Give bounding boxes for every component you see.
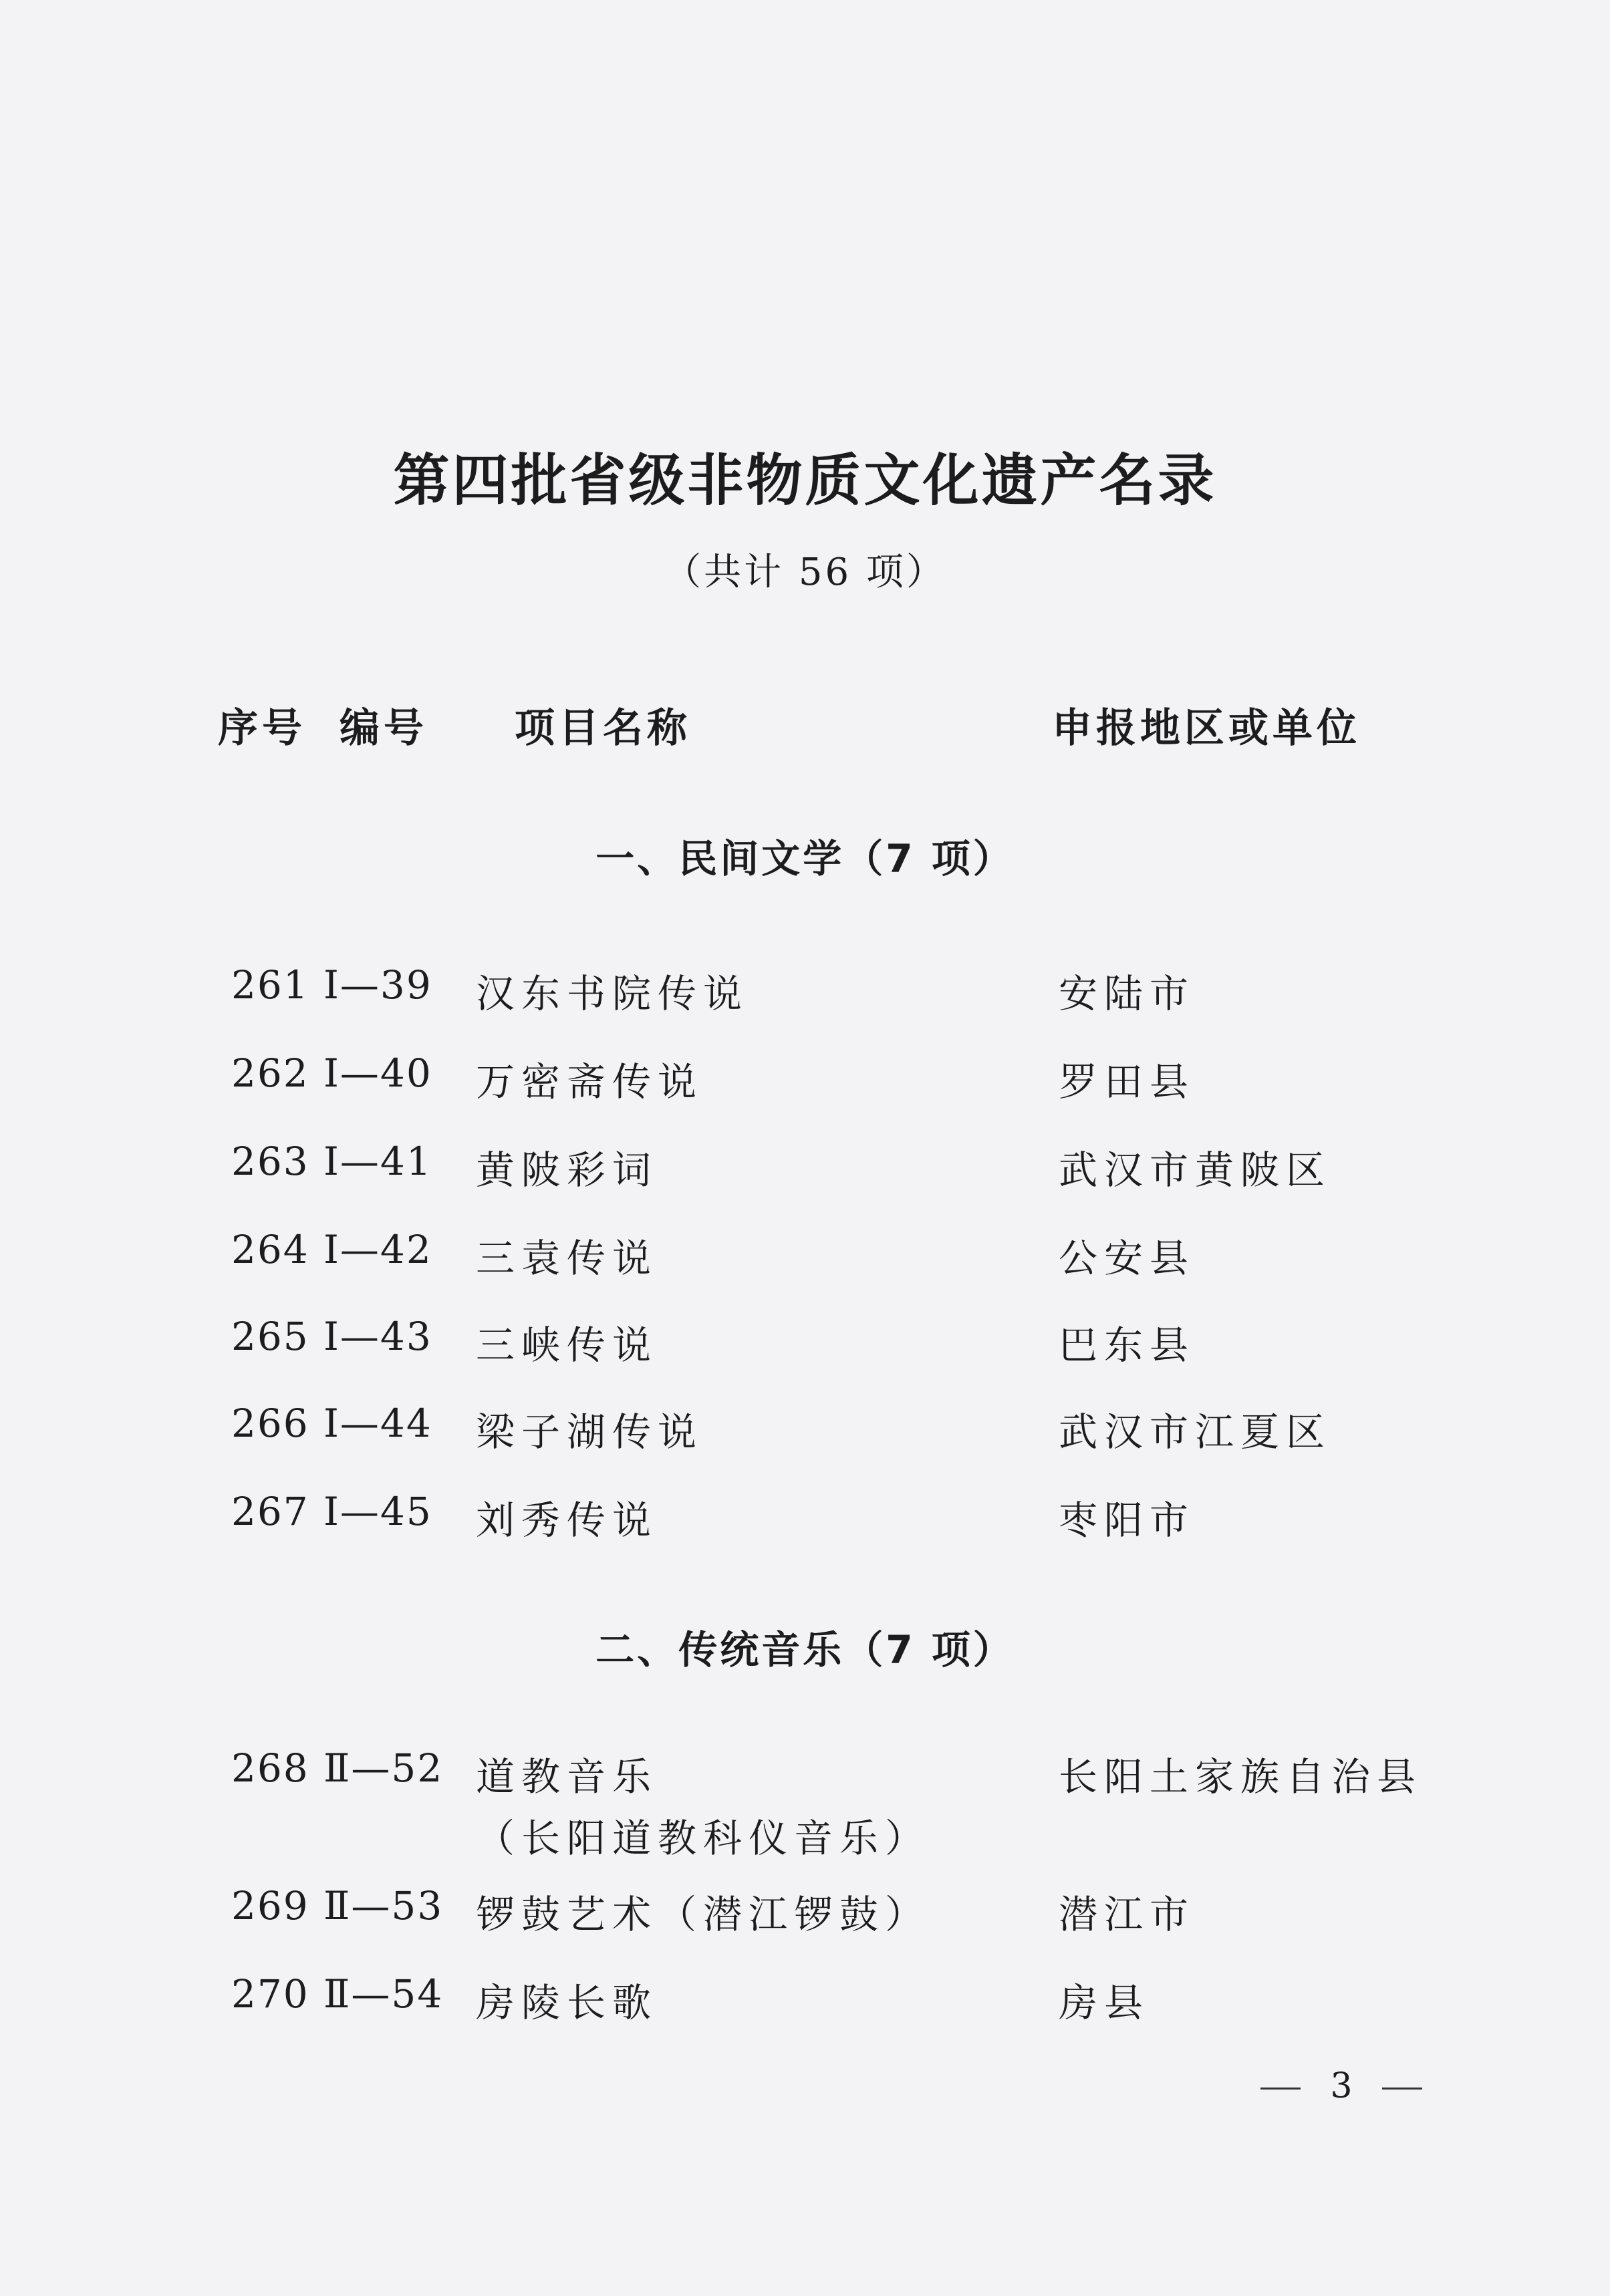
table-row bbox=[0, 1227, 1610, 1300]
footer-dash-left bbox=[1260, 2088, 1301, 2090]
item-name-detail: （长阳道教科仪音乐） bbox=[476, 1816, 931, 1861]
item-name: 道教音乐 bbox=[476, 1754, 658, 1800]
item-name: 梁子湖传说 bbox=[476, 1409, 704, 1455]
table-row bbox=[0, 1139, 1610, 1212]
item-number: 270 bbox=[231, 1971, 309, 2017]
table-row bbox=[0, 1314, 1610, 1387]
item-region: 罗田县 bbox=[1059, 1059, 1196, 1105]
page-subtitle: （共计 56 项） bbox=[664, 551, 946, 594]
item-region: 安陆市 bbox=[1059, 971, 1196, 1016]
item-name: 三袁传说 bbox=[476, 1236, 658, 1281]
table-row bbox=[0, 1050, 1610, 1124]
item-name: 万密斋传说 bbox=[476, 1059, 704, 1105]
item-region: 武汉市江夏区 bbox=[1059, 1409, 1332, 1455]
table-row bbox=[0, 962, 1610, 1036]
page-title: 第四批省级非物质文化遗产名录 bbox=[393, 448, 1217, 513]
item-code: Ⅰ—43 bbox=[323, 1314, 432, 1359]
page-footer bbox=[1260, 2066, 1422, 2106]
table-row bbox=[0, 1971, 1610, 2045]
item-name: 锣鼓艺术（潜江锣鼓） bbox=[476, 1892, 931, 1937]
item-region: 潜江市 bbox=[1059, 1892, 1196, 1937]
item-region: 公安县 bbox=[1059, 1236, 1196, 1281]
item-code: Ⅰ—44 bbox=[323, 1401, 432, 1446]
table-row bbox=[0, 1883, 1610, 1957]
item-number: 263 bbox=[231, 1139, 309, 1184]
item-region: 武汉市黄陂区 bbox=[1059, 1147, 1332, 1193]
item-region: 长阳土家族自治县 bbox=[1059, 1754, 1423, 1800]
item-code: Ⅱ—54 bbox=[323, 1971, 444, 2017]
table-row bbox=[0, 1745, 1610, 1879]
item-name: 汉东书院传说 bbox=[476, 971, 749, 1016]
item-name: 黄陂彩词 bbox=[476, 1147, 658, 1193]
item-name: 房陵长歌 bbox=[476, 1980, 658, 2025]
item-region: 房县 bbox=[1059, 1980, 1150, 2025]
item-code: Ⅱ—52 bbox=[323, 1745, 444, 1791]
item-region: 枣阳市 bbox=[1059, 1497, 1196, 1543]
footer-dash-right bbox=[1382, 2088, 1422, 2090]
item-code: Ⅱ—53 bbox=[323, 1883, 444, 1928]
item-code: Ⅰ—41 bbox=[323, 1139, 432, 1184]
item-number: 265 bbox=[231, 1314, 309, 1359]
item-number: 261 bbox=[231, 962, 309, 1008]
item-number: 262 bbox=[231, 1050, 309, 1096]
item-number: 264 bbox=[231, 1227, 309, 1272]
section-heading-traditional-music: 二、传统音乐（7 项） bbox=[595, 1627, 1015, 1673]
item-name: 三峡传说 bbox=[476, 1322, 658, 1368]
item-region: 巴东县 bbox=[1059, 1322, 1196, 1368]
header-num: 序号 bbox=[218, 705, 306, 752]
table-row bbox=[0, 1489, 1610, 1562]
page-number: 3 bbox=[1330, 2066, 1353, 2106]
section-heading-folk-literature: 一、民间文学（7 项） bbox=[595, 836, 1015, 881]
item-code: Ⅰ—40 bbox=[323, 1050, 432, 1096]
item-name: 刘秀传说 bbox=[476, 1497, 658, 1543]
header-name: 项目名称 bbox=[515, 705, 691, 752]
table-row bbox=[0, 1401, 1610, 1474]
header-code: 编号 bbox=[340, 705, 428, 752]
item-number: 266 bbox=[231, 1401, 309, 1446]
item-code: Ⅰ—45 bbox=[323, 1489, 432, 1534]
item-code: Ⅰ—39 bbox=[323, 962, 432, 1008]
item-number: 268 bbox=[231, 1745, 309, 1791]
item-code: Ⅰ—42 bbox=[323, 1227, 432, 1272]
item-number: 269 bbox=[231, 1883, 309, 1928]
header-region: 申报地区或单位 bbox=[1052, 705, 1361, 752]
item-number: 267 bbox=[231, 1489, 309, 1534]
